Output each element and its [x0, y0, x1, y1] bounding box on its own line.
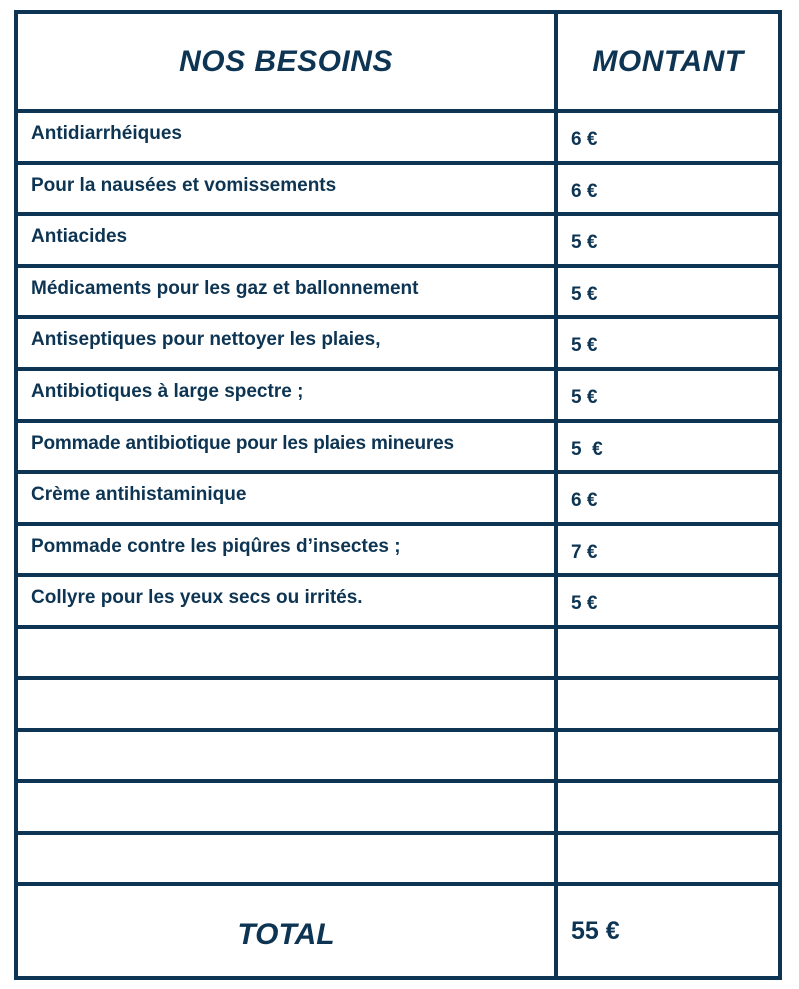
row-label: Pommade contre les piqûres d’insectes ;	[31, 535, 401, 557]
row-divider	[18, 831, 778, 835]
row-divider	[18, 625, 778, 629]
total-label: TOTAL	[237, 918, 335, 951]
row-amount: 6 €	[571, 180, 598, 202]
row-label: Crème antihistaminique	[31, 484, 247, 505]
row-divider	[18, 676, 778, 680]
row-amount: 7 €	[571, 541, 598, 563]
row-amount: 5 €	[571, 387, 598, 408]
total-amount: 55 €	[571, 916, 620, 945]
header-needs: NOS BESOINS	[179, 44, 393, 78]
row-amount: 5 €	[571, 438, 603, 460]
row-label: Antiseptiques pour nettoyer les plaies,	[31, 329, 381, 350]
needs-table	[14, 10, 782, 980]
row-amount: 5 €	[571, 232, 598, 253]
row-label: Antiacides	[31, 226, 128, 247]
row-amount: 6 €	[571, 129, 598, 150]
row-divider	[18, 779, 778, 783]
row-divider	[18, 728, 778, 732]
row-label: Pour la nausées et vomissements	[31, 174, 337, 196]
row-amount: 6 €	[571, 490, 598, 511]
row-label: Antidiarrhéiques	[31, 123, 182, 144]
row-label: Collyre pour les yeux secs ou irrités.	[31, 587, 363, 608]
row-label: Pommade antibiotique pour les plaies mineures	[31, 432, 454, 454]
row-label: Antibiotiques à large spectre ;	[31, 381, 304, 402]
row-amount: 5 €	[571, 335, 598, 356]
row-label: Médicaments pour les gaz et ballonnement	[31, 277, 419, 299]
row-amount: 5 €	[571, 593, 598, 614]
header-amount: MONTANT	[592, 44, 744, 78]
row-amount: 5 €	[571, 283, 598, 305]
